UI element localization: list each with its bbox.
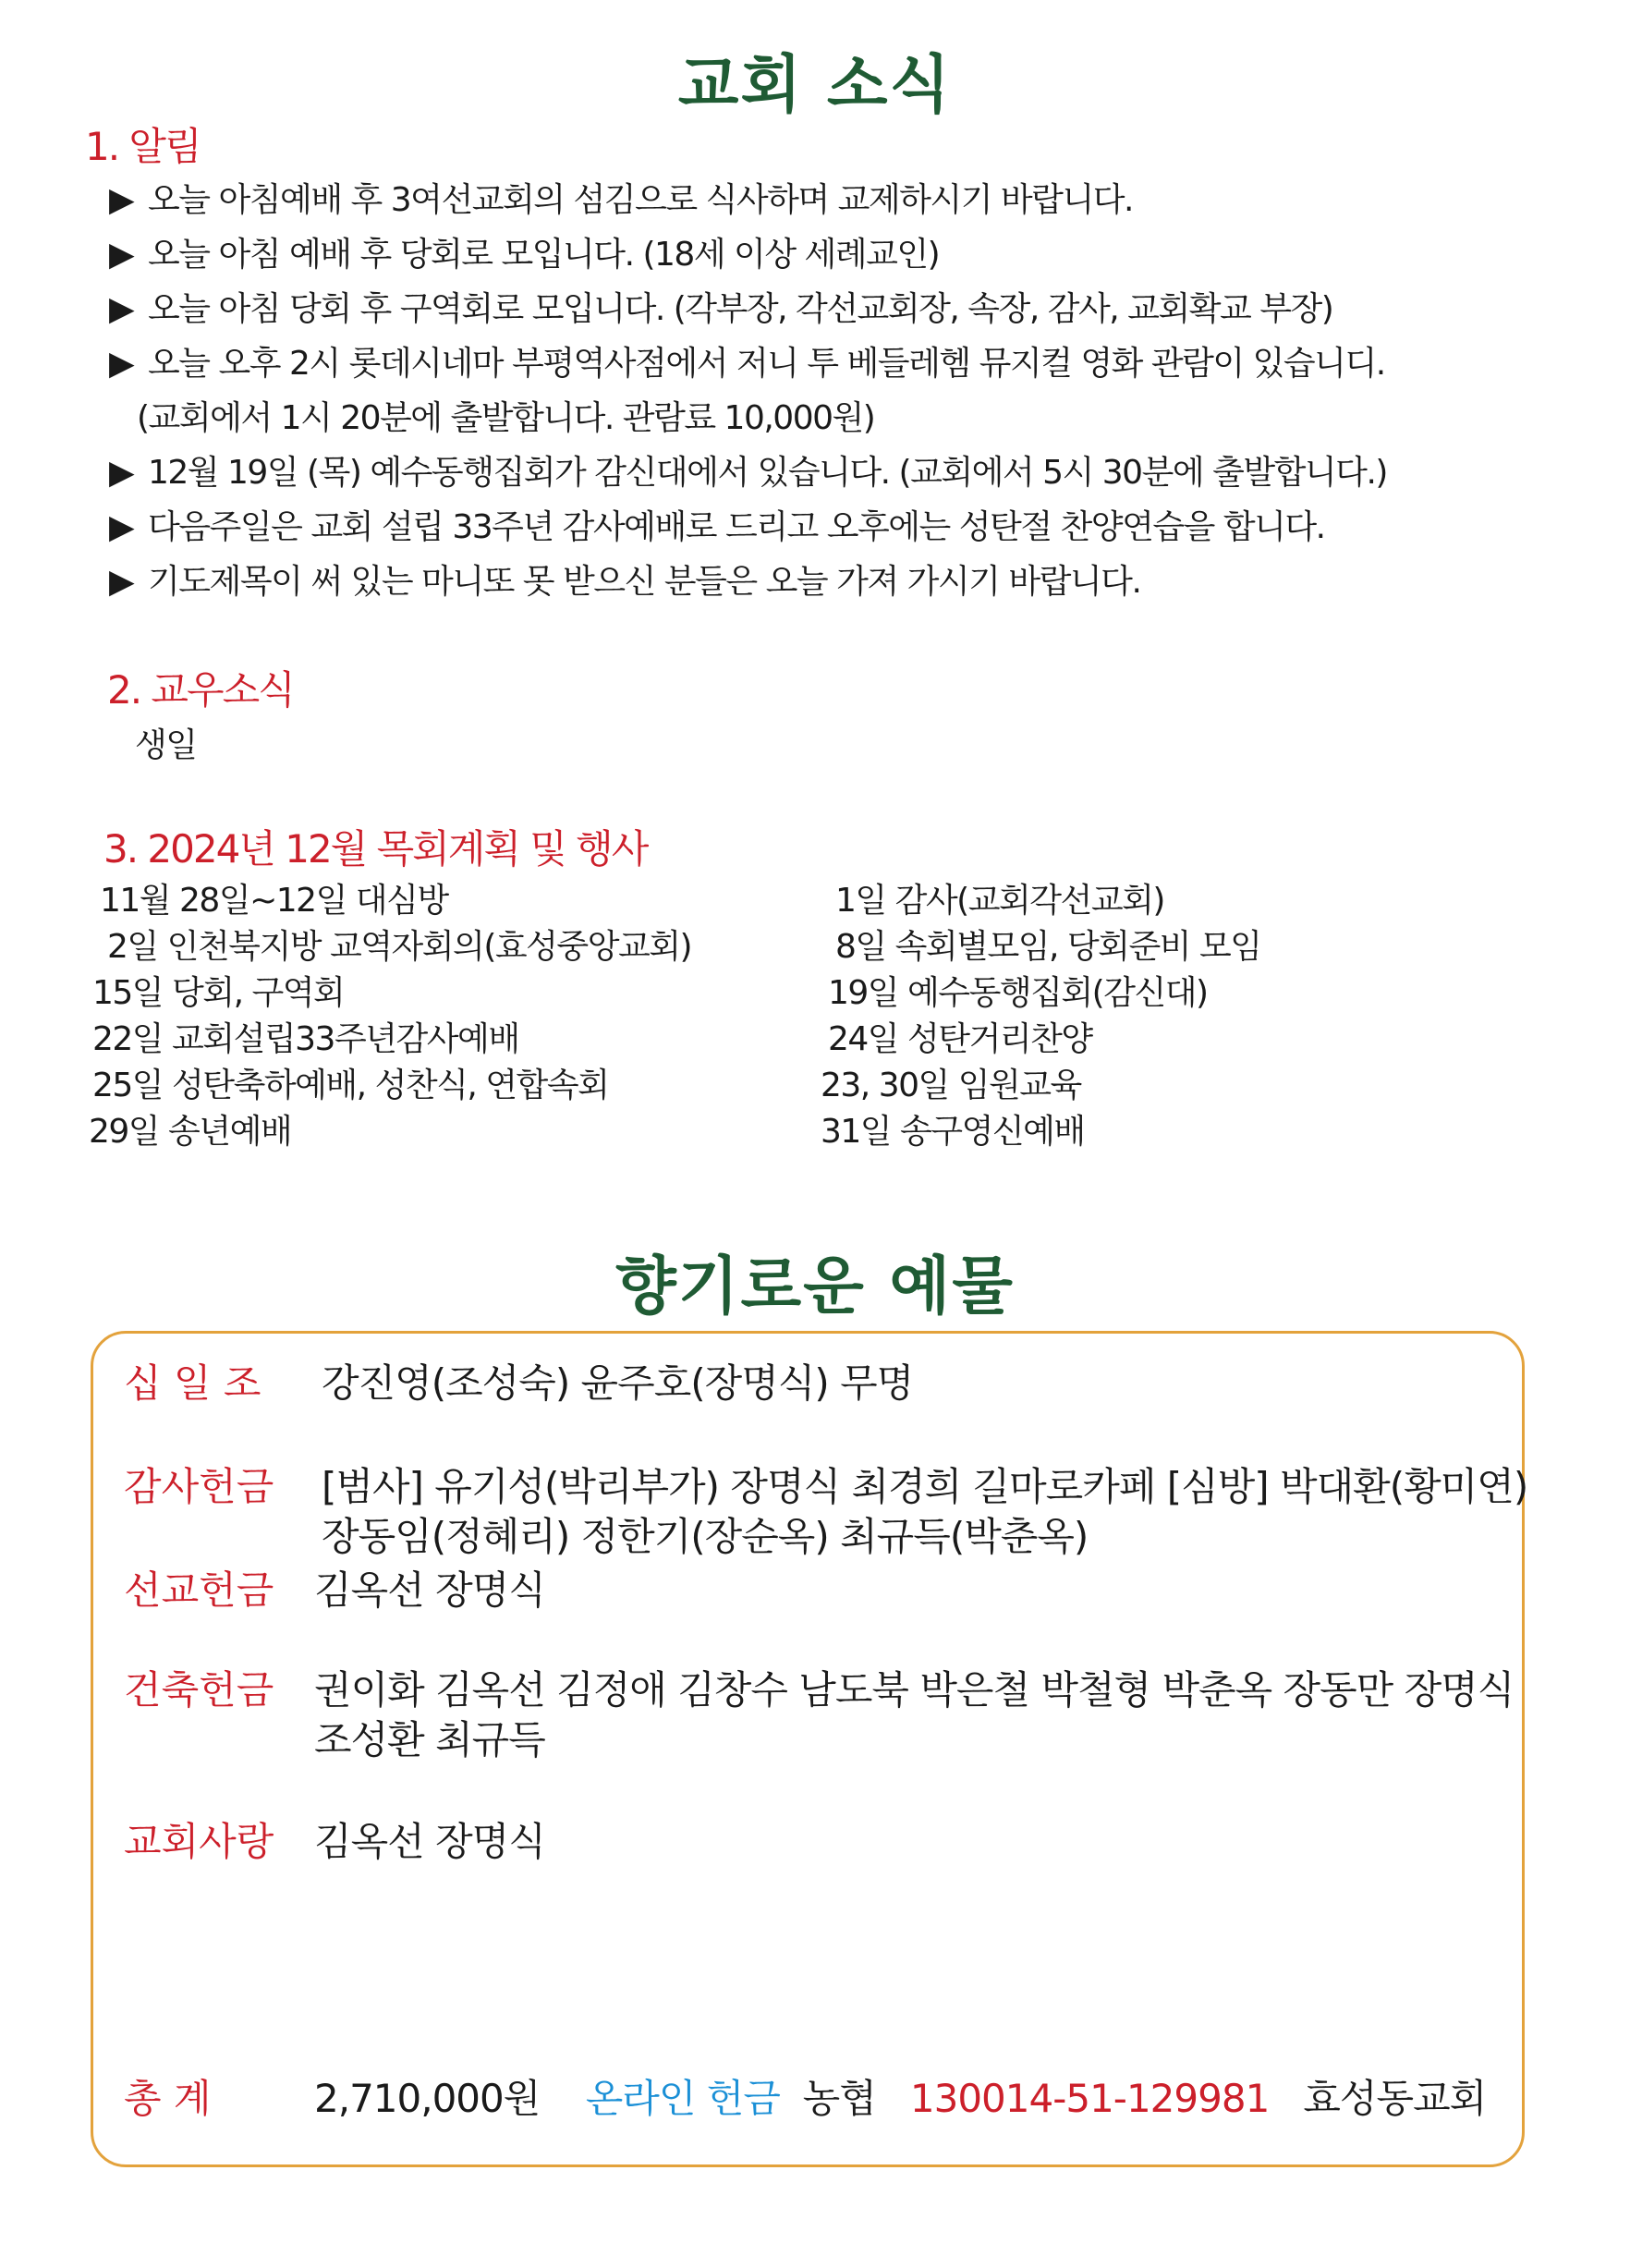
birthday-label: 생일 xyxy=(135,726,197,764)
account-holder: 효성동교회 xyxy=(1303,2076,1487,2121)
tithe-label: 십 일 조 xyxy=(124,1360,262,1406)
schedule-left-item: 11월 28일~12일 대심방 xyxy=(100,882,448,920)
thanks-names: 장동임(정혜리) 정한기(장순옥) 최규득(박춘옥) xyxy=(322,1514,1089,1559)
triangle-bullet-icon: ▶ xyxy=(109,236,134,274)
triangle-bullet-icon: ▶ xyxy=(109,290,134,328)
notice-item: ▶ 기도제목이 써 있는 마니또 못 받으신 분들은 오늘 가져 가시기 바랍니다. xyxy=(109,563,1141,601)
schedule-right-item: 1일 감사(교회각선교회) xyxy=(835,882,1164,920)
total-amount: 2,710,000원 xyxy=(314,2076,541,2121)
section-2-heading: 2. 교우소식 xyxy=(107,667,294,713)
triangle-bullet-icon: ▶ xyxy=(109,563,134,601)
schedule-right-item: 8일 속회별모임, 당회준비 모임 xyxy=(835,928,1261,966)
building-names: 조성환 최규득 xyxy=(314,1717,545,1762)
triangle-bullet-icon: ▶ xyxy=(109,345,134,383)
schedule-right-item: 24일 성탄거리찬양 xyxy=(828,1020,1092,1058)
mission-names: 김옥선 장명식 xyxy=(314,1567,545,1613)
church-love-names: 김옥선 장명식 xyxy=(314,1819,545,1864)
schedule-right-item: 19일 예수동행집회(감신대) xyxy=(828,974,1208,1012)
thanks-names: [범사] 유기성(박리부가) 장명식 최경희 길마로카페 [심방] 박대환(황미연) xyxy=(322,1464,1528,1509)
triangle-bullet-icon: ▶ xyxy=(109,454,134,492)
notice-item: ▶ 12월 19일 (목) 예수동행집회가 감신대에서 있습니다. (교회에서 5시 30분에 출발합니다.) xyxy=(109,454,1387,492)
schedule-left-item: 2일 인천북지방 교역자회의(효성중앙교회) xyxy=(107,928,692,966)
church-love-label: 교회사랑 xyxy=(124,1819,274,1864)
notice-note: (교회에서 1시 20분에 출발합니다. 관람료 10,000원) xyxy=(137,399,875,437)
building-names: 권이화 김옥선 김정애 김창수 남도북 박은철 박철형 박춘옥 장동만 장명식 xyxy=(314,1667,1514,1713)
mission-label: 선교헌금 xyxy=(124,1567,274,1613)
online-offering-label: 온라인 헌금 xyxy=(585,2076,780,2121)
tithe-names: 강진영(조성숙) 윤주호(장명식) 무명 xyxy=(322,1360,914,1406)
section-1-heading: 1. 알림 xyxy=(85,124,201,169)
notice-item: ▶ 오늘 오후 2시 롯데시네마 부평역사점에서 저니 투 베들레헴 뮤지컬 영화 관람이 있습니디. xyxy=(109,345,1385,383)
account-number: 130014-51-129981 xyxy=(909,2076,1270,2121)
thanks-label: 감사헌금 xyxy=(124,1464,274,1509)
schedule-left-item: 22일 교회설립33주년감사예배 xyxy=(92,1020,519,1058)
notice-item: ▶ 오늘 아침 당회 후 구역회로 모입니다. (각부장, 각선교회장, 속장, 감사, 교회확교 부장) xyxy=(109,290,1333,328)
triangle-bullet-icon: ▶ xyxy=(109,508,134,546)
schedule-right-item: 23, 30일 임원교육 xyxy=(821,1067,1081,1104)
triangle-bullet-icon: ▶ xyxy=(109,181,134,219)
schedule-left-item: 29일 송년예배 xyxy=(89,1113,292,1151)
section-3-heading: 3. 2024년 12월 목회계획 및 행사 xyxy=(103,826,648,872)
notice-item: ▶ 다음주일은 교회 설립 33주년 감사예배로 드리고 오후에는 성탄절 찬양연습을 합니다. xyxy=(109,508,1325,546)
news-title: 교회 소식 xyxy=(677,49,953,122)
notice-item: ▶ 오늘 아침 예배 후 당회로 모입니다. (18세 이상 세례교인) xyxy=(109,236,940,274)
offering-title: 향기로운 예물 xyxy=(615,1250,1015,1323)
total-row xyxy=(314,2068,1486,2124)
schedule-left-item: 15일 당회, 구역회 xyxy=(92,974,345,1012)
notice-item: ▶ 오늘 아침예배 후 3여선교회의 섬김으로 식사하며 교제하시기 바랍니다. xyxy=(109,181,1133,219)
schedule-right-item: 31일 송구영신예배 xyxy=(821,1113,1085,1151)
bank-name: 농협 xyxy=(802,2076,876,2121)
schedule-left-item: 25일 성탄축하예배, 성찬식, 연합속회 xyxy=(92,1067,609,1104)
building-label: 건축헌금 xyxy=(124,1667,274,1713)
total-label: 총 계 xyxy=(124,2076,212,2121)
